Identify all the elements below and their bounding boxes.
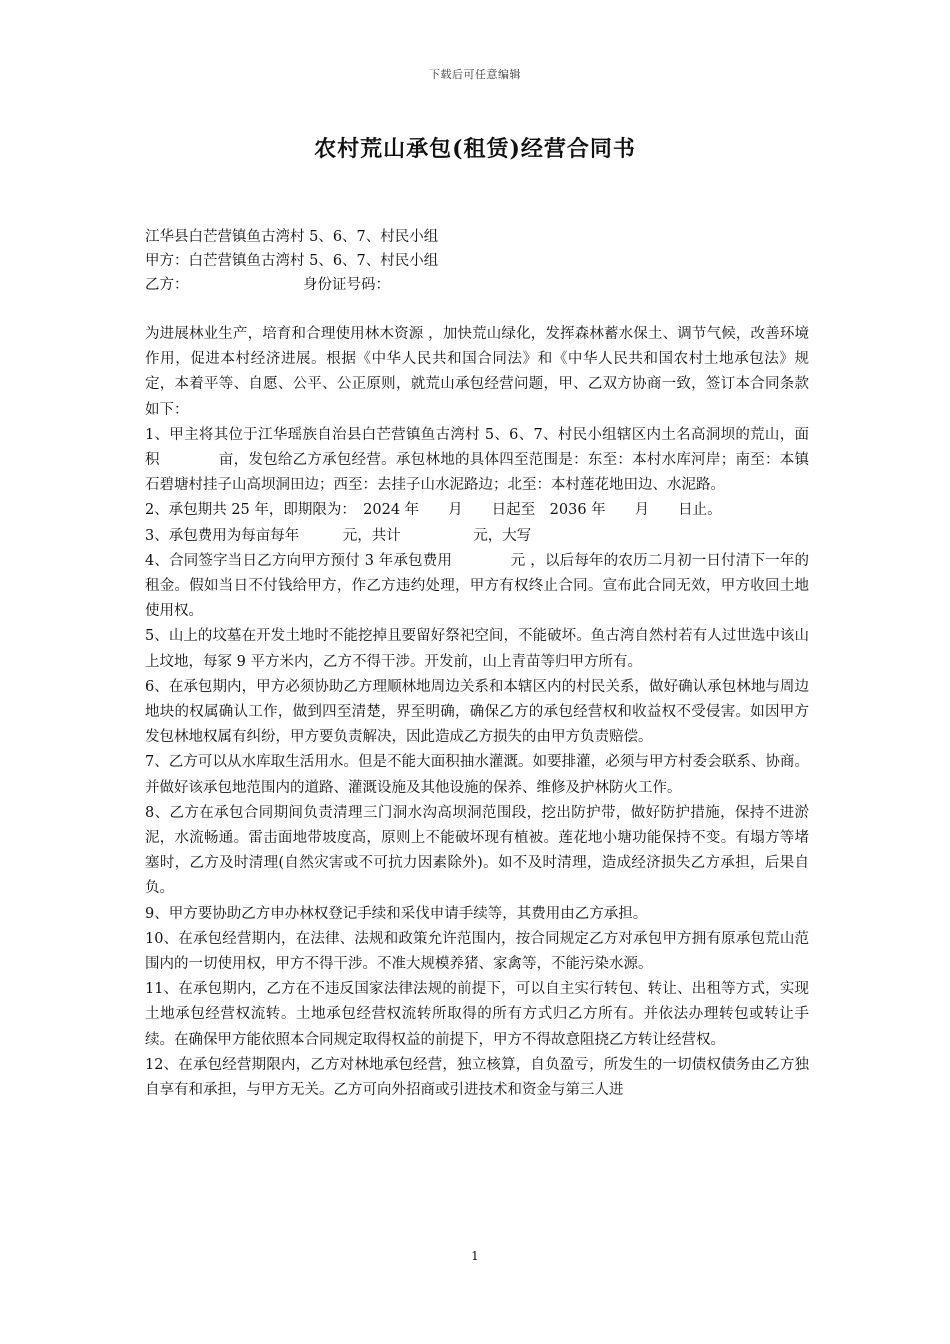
page-header: 下载后可任意编辑: [429, 68, 521, 81]
clause-6: 6、在承包期内，甲方必须协助乙方理顺林地周边关系和本辖区内的村民关系，做好确认承包林地与周边地块的权属确认工作，做到四至清楚，界至明确，确保乙方的承包经营权和收益权不受侵害。如因甲方发包林地权属有纠纷，甲方要负责解决，因此造成乙方损失的由甲方负责赔偿。: [145, 678, 809, 746]
clause-11: 11、在承包期内，乙方在不违反国家法律法规的前提下，可以自主实行转包、转让、出租等方式，实现土地承包经营权流转。土地承包经营权流转所取得的所有方式归乙方所有。并依法办理转包或转让手续。在确保甲方能依照本合同规定取得权益的前提下，甲方不得故意阻挠乙方转让经营权。: [145, 981, 809, 1048]
id-number-label: 身份证号码：: [303, 277, 390, 293]
party-b-label: 乙方：: [145, 277, 189, 293]
clause-4: 4、合同签字当日乙方向甲方预付 3 年承包费用 元 ，以后每年的农历二月初一日付清下一年的租金。假如当日不付钱给甲方，作乙方违约处理，甲方有权终止合同。宣布此合同无效，甲方收回土地使用权。: [145, 552, 809, 620]
clause-3: 3、承包费用为每亩每年 元，共计 元，大写: [145, 527, 532, 544]
clause-5: 5、山上的坟墓在开发土地时不能挖掉且要留好祭祀空间，不能破坏。鱼古湾自然村若有人过世选中该山上坟地，每冢 9 平方米内，乙方不得干涉。开发前，山上青苗等归甲方所有。: [145, 628, 809, 670]
page-number: 1: [471, 1249, 479, 1263]
clause-2: 2、承包期共 25 年，即期限为： 2024 年 月 日起至 2036 年 月 日止。: [145, 502, 722, 519]
clause-10: 10、在承包经营期内，在法律、法规和政策允许范围内，按合同规定乙方对承包甲方拥有原承包荒山范围内的一切使用权，甲方不得干涉。不准大规模养猪、家禽等，不能污染水源。: [145, 930, 809, 973]
party-a-line: 甲方：白芒营镇鱼古湾村 5、6、7、村民小组: [145, 253, 439, 269]
clause-7: 7、乙方可以从水库取生活用水。但是不能大面积抽水灌溉。如要排灌，必须与甲方村委会联系、协商。并做好该承包地范围内的道路、灌溉设施及其他设施的保养、维修及护林防火工作。: [145, 754, 809, 796]
party-b-line: [145, 273, 815, 297]
clause-12: 12、在承包经营期限内，乙方对林地承包经营，独立核算，自负盈亏，所发生的一切债权债务由乙方独自享有和承担，与甲方无关。乙方可向外招商或引进技术和资金与第三人进: [145, 1056, 809, 1099]
village-group-line: 江华县白芒营镇鱼古湾村 5、6、7、村民小组: [145, 229, 439, 245]
preamble-paragraph: 为进展林业生产，培育和合理使用林木资源 ，加快荒山绿化，发挥森林蓄水保土、调节气候，改善环境作用，促进本村经济进展。根据《中华人民共和国合同法》和《中华人民共和国农村土地承包法》规定，本着平等、自愿、公平、公正原则，就荒山承包经营问题，甲、乙双方协商一致，签订本合同条款如下：: [145, 326, 809, 418]
clause-9: 9、甲方要协助乙方申办林权登记手续和采伐申请手续等，其费用由乙方承担。: [145, 905, 648, 922]
contract-parties: [145, 225, 815, 297]
clause-8: 8、乙方在承包合同期间负责清理三门洞水沟高坝洞范围段，挖出防护带，做好防护措施，保持不进淤泥，水流畅通。雷击面地带坡度高，原则上不能破坏现有植被。莲花地小塘功能保持不变。有塌方等堵塞时，乙方及时清理(自然灾害或不可抗力因素除外)。如不及时清理，造成经济损失乙方承担，后果自负。: [145, 804, 809, 897]
clause-1: 1、甲主将其位于江华瑶族自治县白芒营镇鱼古湾村 5、6、7、村民小组辖区内土名高洞坝的荒山，面积 亩，发包给乙方承包经营。承包林地的具体四至范围是：东至：本村水库河岸；南至：本镇石碧塘村挂子山高坝洞田边；西至：去挂子山水泥路边；北至：本村莲花地田边、水泥路。: [145, 426, 809, 494]
contract-body: [145, 322, 809, 1103]
document-title: 农村荒山承包(租赁)经营合同书: [314, 136, 636, 162]
